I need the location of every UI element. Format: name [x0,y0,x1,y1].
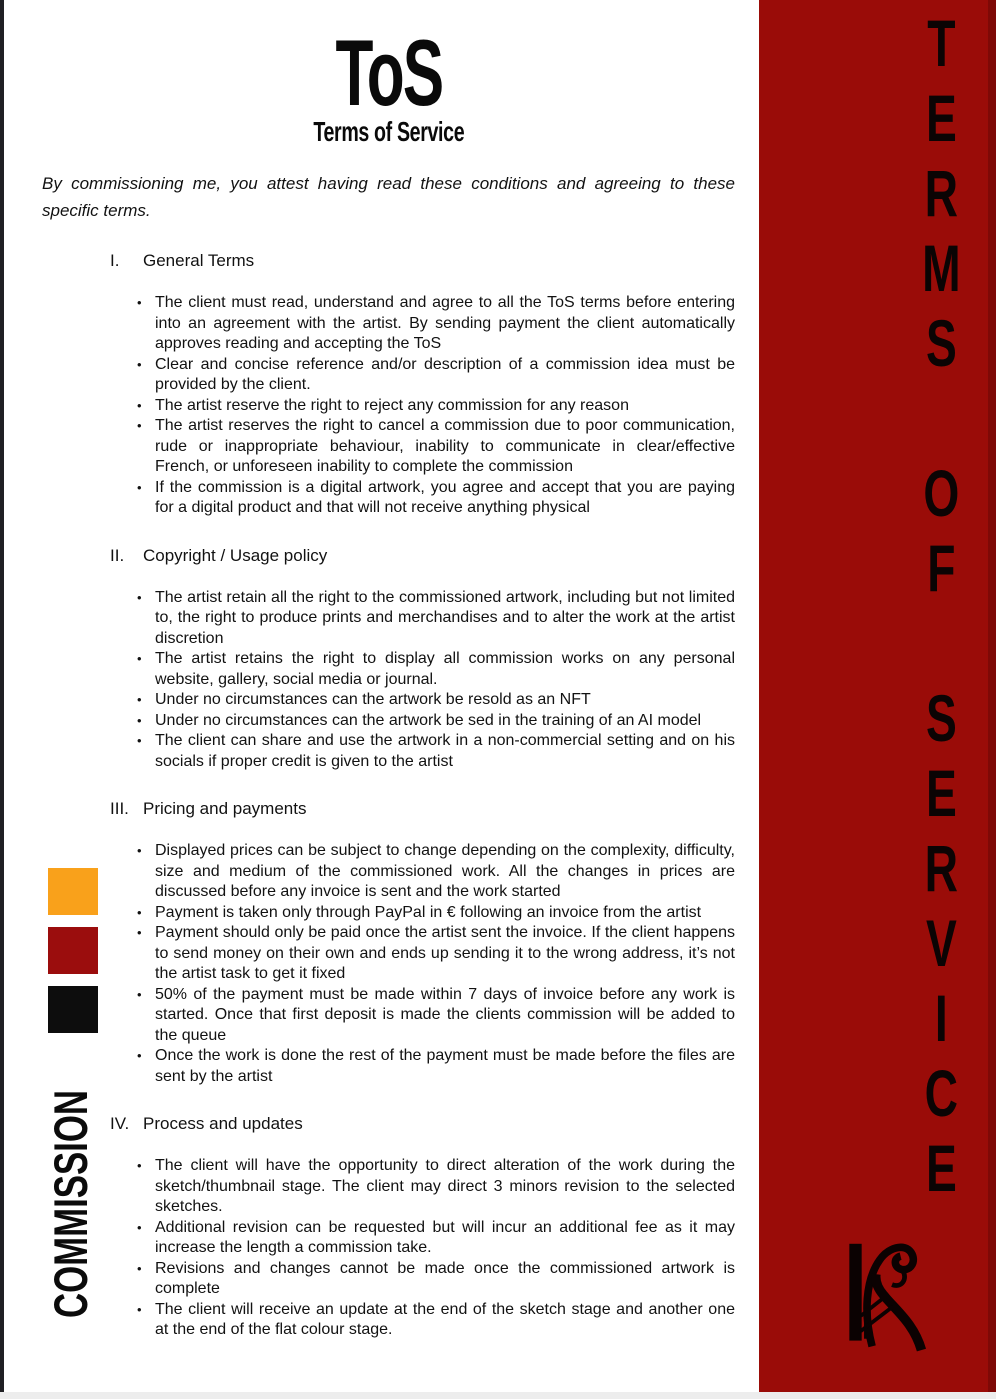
section-heading [110,250,735,272]
section-title: General Terms [143,251,255,271]
vertical-letter: E [925,755,957,830]
vertical-letter: S [925,680,957,755]
vertical-terms-of-service-label [909,5,973,1205]
section-numeral: I. [110,251,120,271]
section-copyright-usage [42,545,735,773]
term-item: • Payment should only be paid once the artist sent the invoice. If the client happens to send money on their own and ends up sending it to the wrong address, it’s not the artist task to get it fixed [155,923,735,985]
term-item: • Clear and concise reference and/or description of a commission idea must be provided by the client. [155,355,735,396]
vertical-letter: V [925,905,957,980]
term-item: • If the commission is a digital artwork, you agree and accept that you are paying for a digital product and that will not receive anything physical [155,478,735,519]
term-item: • 50% of the payment must be made within 7 days of invoice before any work is started. Once that first deposit is made the clients commission will be added to the queue [155,985,735,1047]
left-edge-strip [0,0,4,1392]
vertical-commission-label: COMMISSION [44,1089,97,1318]
page-title: ToS [335,20,442,125]
term-item: • Under no circumstances can the artwork be resold as an NFT [155,690,735,711]
right-sidebar [759,0,996,1399]
bottom-edge-strip [0,1392,996,1399]
vertical-letter: I [934,980,948,1055]
section-general-terms [42,250,735,519]
term-item: • Once the work is done the rest of the payment must be made before the files are sent by the artist [155,1046,735,1087]
term-item: • The client can share and use the artwork in a non-commercial setting and on his socials if proper credit is given to the artist [155,731,735,772]
section-numeral: III. [110,799,129,819]
term-item: • The artist retain all the right to the commissioned artwork, including but not limited to, the right to produce prints and merchandises and to alter the work at the artist discretion [155,588,735,650]
term-item: • Payment is taken only through PayPal in € following an invoice from the artist [155,903,735,924]
drakkar-ship-prow-logo-icon [836,1240,931,1352]
vertical-letter: R [924,830,958,905]
term-item: • Additional revision can be requested but will incur an additional fee as it may increase the length a commission take. [155,1218,735,1259]
vertical-letter: R [924,155,958,230]
section-heading [110,545,735,567]
vertical-letter: E [925,1130,957,1205]
vertical-letter-spacer [919,605,964,680]
term-item: • The artist reserves the right to cancel a commission due to poor communication, rude or inappropriate behaviour, inability to communicate in clear/effective French, or unforeseen inability to complete the commission [155,416,735,478]
term-item: • The client will receive an update at the end of the sketch stage and another one at the end of the flat colour stage. [155,1300,735,1341]
vertical-letter: O [923,455,959,530]
section-numeral: IV. [110,1114,130,1134]
vertical-letter: E [925,80,957,155]
intro-paragraph: By commissioning me, you attest having read these conditions and agreeing to these specific terms. [42,174,735,221]
term-item: • The client will have the opportunity to direct alteration of the work during the sketch/thumbnail stage. The client may direct 3 minors revision to the selected sketches. [155,1156,735,1218]
vertical-letter: S [925,305,957,380]
vertical-letter: F [927,530,955,605]
term-item: • Displayed prices can be subject to change depending on the complexity, difficulty, size and medium of the commissioned work. All the changes in prices are discussed before any invoice is sent and the work started [155,841,735,903]
section-title: Process and updates [143,1114,303,1134]
page-subtitle: Terms of Service [313,116,464,148]
vertical-letter: C [924,1055,958,1130]
vertical-letter-spacer [919,380,964,455]
section-process-updates [42,1113,735,1341]
term-item: • Revisions and changes cannot be made once the commissioned artwork is complete [155,1259,735,1300]
section-pricing-payments [42,798,735,1087]
section-title: Copyright / Usage policy [143,545,328,565]
section-title: Pricing and payments [143,799,307,819]
vertical-letter: M [922,230,960,305]
term-item: • The artist retains the right to display all commission works on any personal website, gallery, social media or journal. [155,649,735,690]
term-item: • The artist reserve the right to reject any commission for any reason [155,396,735,417]
section-heading [110,798,735,820]
term-item: • The client must read, understand and agree to all the ToS terms before entering into an agreement with the artist. By sending payment the client automatically approves reading and accepting the ToS [155,293,735,355]
sidebar-edge-shade [988,0,996,1399]
vertical-letter: T [927,5,955,80]
document-body [42,0,735,1341]
term-item: • Under no circumstances can the artwork be sed in the training of an AI model [155,711,735,732]
section-numeral: II. [110,545,125,565]
section-heading [110,1113,735,1135]
